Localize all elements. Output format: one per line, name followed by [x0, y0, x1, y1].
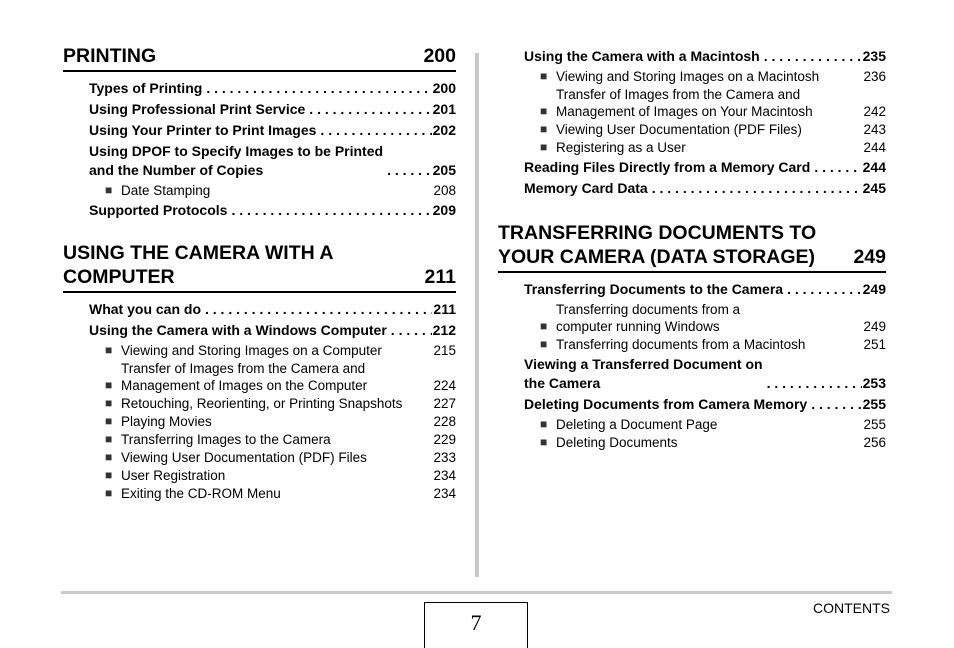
entry-page: 205 — [432, 162, 456, 178]
toc-subentry[interactable] — [524, 336, 886, 353]
subentry-page: 208 — [433, 183, 456, 198]
subentry-page: 227 — [433, 396, 456, 411]
toc-entry[interactable] — [524, 46, 886, 67]
subentry-title: Deleting Documents — [556, 435, 678, 450]
subentry-title: Deleting a Document Page — [556, 417, 718, 432]
toc-subentry[interactable] — [89, 395, 456, 412]
subentry-title: Transfer of Images from the Camera and Management of Images on the Computer — [121, 361, 368, 393]
square-bullet-icon: ■ — [105, 486, 113, 500]
subentry-page: 236 — [863, 69, 886, 84]
toc-entry[interactable] — [89, 299, 456, 320]
square-bullet-icon: ■ — [540, 104, 548, 118]
section-page: 200 — [423, 45, 456, 67]
subentry-title: Transferring Images to the Camera — [121, 432, 331, 447]
entry-title: What you can do — [89, 301, 201, 317]
dot-leader — [767, 374, 862, 393]
square-bullet-icon: ■ — [540, 140, 548, 154]
dot-leader — [309, 100, 431, 119]
subentry-title: Viewing and Storing Images on a Macintosh — [556, 69, 820, 84]
square-bullet-icon: ■ — [540, 69, 548, 83]
toc-subentry[interactable] — [89, 431, 456, 448]
toc-subentry[interactable] — [524, 121, 886, 138]
entry-page: 202 — [432, 122, 456, 138]
entry-title: Using the Camera with a Windows Computer — [89, 322, 387, 338]
section-heading-transferring-documents[interactable] — [498, 221, 886, 273]
square-bullet-icon: ■ — [105, 343, 113, 357]
subentry-title: Transferring documents from a computer running Windows — [556, 302, 741, 334]
subentry-title: Playing Movies — [121, 414, 212, 429]
continued-entries — [498, 46, 886, 199]
dot-leader — [811, 395, 861, 414]
toc-subentry[interactable] — [524, 434, 886, 451]
entry-title: Transferring Documents to the Camera — [524, 281, 784, 297]
subentry-page: 244 — [863, 140, 886, 155]
entry-page: 255 — [862, 396, 886, 412]
toc-subentry[interactable] — [89, 182, 456, 199]
entry-page: 200 — [432, 80, 456, 96]
dot-leader — [320, 121, 431, 140]
toc-subentry[interactable] — [89, 342, 456, 359]
dot-leader — [814, 158, 861, 177]
entry-page: 249 — [862, 281, 886, 297]
entry-title: Deleting Documents from Camera Memory — [524, 396, 808, 412]
toc-entry[interactable] — [524, 354, 886, 394]
square-bullet-icon: ■ — [105, 450, 113, 464]
toc-subentry[interactable] — [524, 139, 886, 156]
subentry-page: 256 — [863, 435, 886, 450]
entry-title: Memory Card Data — [524, 180, 648, 196]
subentry-page: 233 — [433, 450, 456, 465]
entry-title: Using Your Printer to Print Images — [89, 122, 317, 138]
entry-title: Using the Camera with a Macintosh — [524, 48, 760, 64]
square-bullet-icon: ■ — [540, 319, 548, 333]
subentry-title: Viewing User Documentation (PDF) Files — [121, 450, 367, 465]
toc-entry[interactable] — [89, 78, 456, 99]
section-title: USING THE CAMERA WITH A COMPUTER — [63, 242, 334, 288]
left-column — [63, 44, 456, 503]
entry-page: 209 — [432, 202, 456, 218]
section-heading-printing[interactable] — [63, 44, 456, 72]
toc-entry[interactable] — [89, 141, 456, 181]
subentry-title: Registering as a User — [556, 140, 686, 155]
square-bullet-icon: ■ — [105, 396, 113, 410]
dot-leader — [652, 179, 862, 198]
square-bullet-icon: ■ — [105, 468, 113, 482]
square-bullet-icon: ■ — [540, 122, 548, 136]
subentry-title: Date Stamping — [121, 183, 211, 198]
subentry-page: 234 — [433, 468, 456, 483]
subentry-title: Viewing and Storing Images on a Computer — [121, 343, 382, 358]
entry-page: 253 — [862, 375, 886, 391]
section-page: 211 — [424, 266, 456, 288]
entry-page: 201 — [432, 101, 456, 117]
subentry-page: 255 — [863, 417, 886, 432]
toc-subentry[interactable] — [524, 68, 886, 85]
toc-entry[interactable] — [89, 120, 456, 141]
subentry-page: 243 — [863, 122, 886, 137]
subentry-page: 224 — [433, 378, 456, 393]
section-title: TRANSFERRING DOCUMENTS TO YOUR CAMERA (DATA STORAGE) — [498, 222, 817, 268]
toc-entry[interactable] — [89, 200, 456, 221]
square-bullet-icon: ■ — [540, 435, 548, 449]
square-bullet-icon: ■ — [105, 414, 113, 428]
square-bullet-icon: ■ — [540, 337, 548, 351]
toc-entry[interactable] — [524, 157, 886, 178]
contents-link[interactable]: CONTENTS — [813, 600, 890, 616]
entry-title: Using Professional Print Service — [89, 101, 306, 117]
toc-entry[interactable] — [89, 99, 456, 120]
page-number: 7 — [424, 602, 528, 648]
column-divider — [475, 53, 479, 577]
toc-subentry[interactable] — [524, 416, 886, 433]
subentry-title: Transferring documents from a Macintosh — [556, 337, 806, 352]
subentry-page: 242 — [863, 104, 886, 119]
section-title: PRINTING — [63, 45, 157, 67]
subentry-page: 215 — [433, 343, 456, 358]
section-page: 249 — [853, 246, 886, 268]
toc-subentry[interactable] — [89, 449, 456, 466]
dot-leader — [391, 321, 432, 340]
dot-leader — [206, 79, 431, 98]
subentry-title: Transfer of Images from the Camera and Management of Images on Your Macintosh — [556, 87, 813, 119]
subentry-page: 229 — [433, 432, 456, 447]
entry-title: Types of Printing — [89, 80, 203, 96]
subentry-title: User Registration — [121, 468, 226, 483]
toc-subentry[interactable] — [89, 485, 456, 502]
subentry-page: 228 — [433, 414, 456, 429]
toc-subentry[interactable] — [524, 86, 886, 120]
dot-leader — [787, 280, 862, 299]
subentry-title: Viewing User Documentation (PDF Files) — [556, 122, 802, 137]
entry-page: 244 — [862, 159, 886, 175]
entry-title: Viewing a Transferred Document on the Camera — [524, 356, 763, 391]
square-bullet-icon: ■ — [540, 417, 548, 431]
entry-title: Reading Files Directly from a Memory Card — [524, 159, 811, 175]
entry-page: 211 — [433, 301, 456, 317]
subentry-title: Exiting the CD-ROM Menu — [121, 486, 281, 501]
toc-entry[interactable] — [524, 279, 886, 300]
square-bullet-icon: ■ — [105, 432, 113, 446]
section-entries — [63, 78, 456, 221]
toc-subentry[interactable] — [524, 301, 886, 335]
square-bullet-icon: ■ — [105, 378, 113, 392]
section-entries — [498, 279, 886, 451]
dot-leader — [764, 47, 862, 66]
dot-leader — [231, 201, 431, 220]
toc-subentry[interactable] — [89, 413, 456, 430]
entry-title: Using DPOF to Specify Images to be Printed and the Number of Copies — [89, 143, 384, 178]
subentry-title: Retouching, Reorienting, or Printing Snapshots — [121, 396, 403, 411]
dot-leader — [387, 161, 432, 180]
subentry-page: 234 — [433, 486, 456, 501]
subentry-page: 251 — [863, 337, 886, 352]
toc-entry[interactable] — [524, 394, 886, 415]
section-entries — [63, 299, 456, 502]
section-heading-using-camera-with-computer[interactable] — [63, 241, 456, 293]
footer-rule — [61, 591, 892, 594]
toc-subentry[interactable] — [89, 467, 456, 484]
entry-title: Supported Protocols — [89, 202, 228, 218]
entry-page: 235 — [862, 48, 886, 64]
right-column — [498, 44, 886, 452]
toc-entry[interactable] — [524, 178, 886, 199]
dot-leader — [205, 300, 432, 319]
entry-page: 245 — [862, 180, 886, 196]
subentry-page: 249 — [863, 319, 886, 334]
toc-entry[interactable] — [89, 320, 456, 341]
square-bullet-icon: ■ — [105, 183, 113, 197]
entry-page: 212 — [432, 322, 456, 338]
toc-subentry[interactable] — [89, 360, 456, 394]
